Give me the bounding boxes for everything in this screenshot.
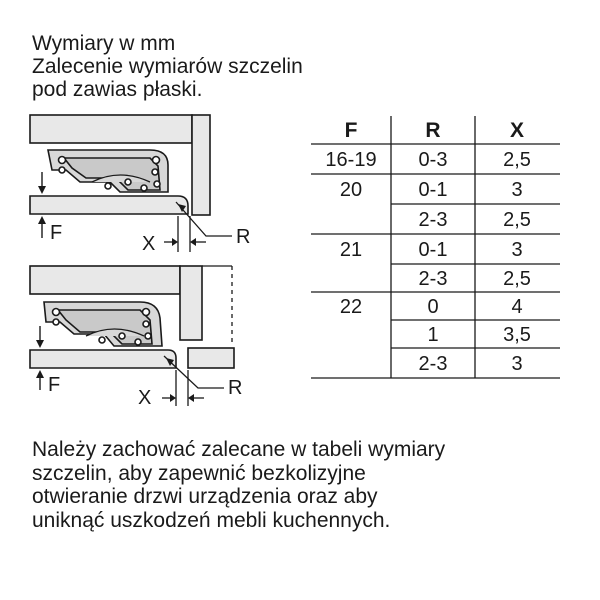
note-line-3: otwieranie drzwi urządzenia oraz aby <box>32 485 378 508</box>
bottom-cabinet-panel <box>30 266 180 294</box>
table-header-x: X <box>509 119 525 142</box>
bottom-door-panel <box>30 350 176 368</box>
table-cell-f: 16-19 <box>325 149 377 171</box>
top-cabinet-panel <box>30 115 192 143</box>
table-cell-x: 2,5 <box>503 209 531 231</box>
top-label-f: F <box>50 222 63 244</box>
top-door-panel <box>30 196 188 214</box>
top-hinge <box>48 150 168 192</box>
table-cell-x: 4 <box>511 296 523 318</box>
table-cell-f: 22 <box>339 296 363 318</box>
table-cell-r: 2-3 <box>418 268 448 290</box>
table-cell-x: 2,5 <box>503 149 531 171</box>
bottom-hinge <box>44 302 162 346</box>
table-cell-x: 2,5 <box>503 268 531 290</box>
bottom-adjacent-door <box>188 348 234 368</box>
top-side-wall <box>192 115 210 215</box>
table-cell-x: 3 <box>511 179 523 201</box>
bottom-hinge-diagram <box>30 266 234 406</box>
table-header-f: F <box>344 119 358 142</box>
heading-line-1: Wymiary w mm <box>32 32 176 55</box>
heading-line-2: Zalecenie wymiarów szczelin <box>32 55 303 78</box>
note-line-4: uniknąć uszkodzeń mebli kuchennych. <box>32 508 391 532</box>
table-header-r: R <box>425 119 441 142</box>
table-cell-x: 3 <box>511 353 523 375</box>
table-cell-r: 2-3 <box>418 353 448 375</box>
bottom-side-wall <box>180 266 202 340</box>
bottom-label-f: F <box>48 374 61 396</box>
table-cell-x: 3,5 <box>503 324 531 346</box>
bottom-label-r: R <box>228 377 243 399</box>
note-line-1: Należy zachować zalecane w tabeli wymiary <box>32 438 446 461</box>
table-cell-r: 0 <box>427 296 439 318</box>
table-cell-f: 20 <box>339 179 363 201</box>
table-cell-r: 0-3 <box>418 149 448 171</box>
top-label-x: X <box>142 233 156 255</box>
table-cell-r: 0-1 <box>418 239 448 261</box>
top-label-r: R <box>236 226 251 248</box>
instruction-note <box>32 438 572 532</box>
table-cell-r: 1 <box>427 324 439 346</box>
heading-line-3: pod zawias płaski. <box>32 78 203 101</box>
table-cell-f: 21 <box>339 239 363 261</box>
bottom-label-x: X <box>138 387 152 409</box>
table-cell-x: 3 <box>511 239 523 261</box>
table-cell-r: 2-3 <box>418 209 448 231</box>
note-line-2: szczelin, aby zapewnić bezkolizyjne <box>32 461 366 485</box>
table-cell-r: 0-1 <box>418 179 448 201</box>
